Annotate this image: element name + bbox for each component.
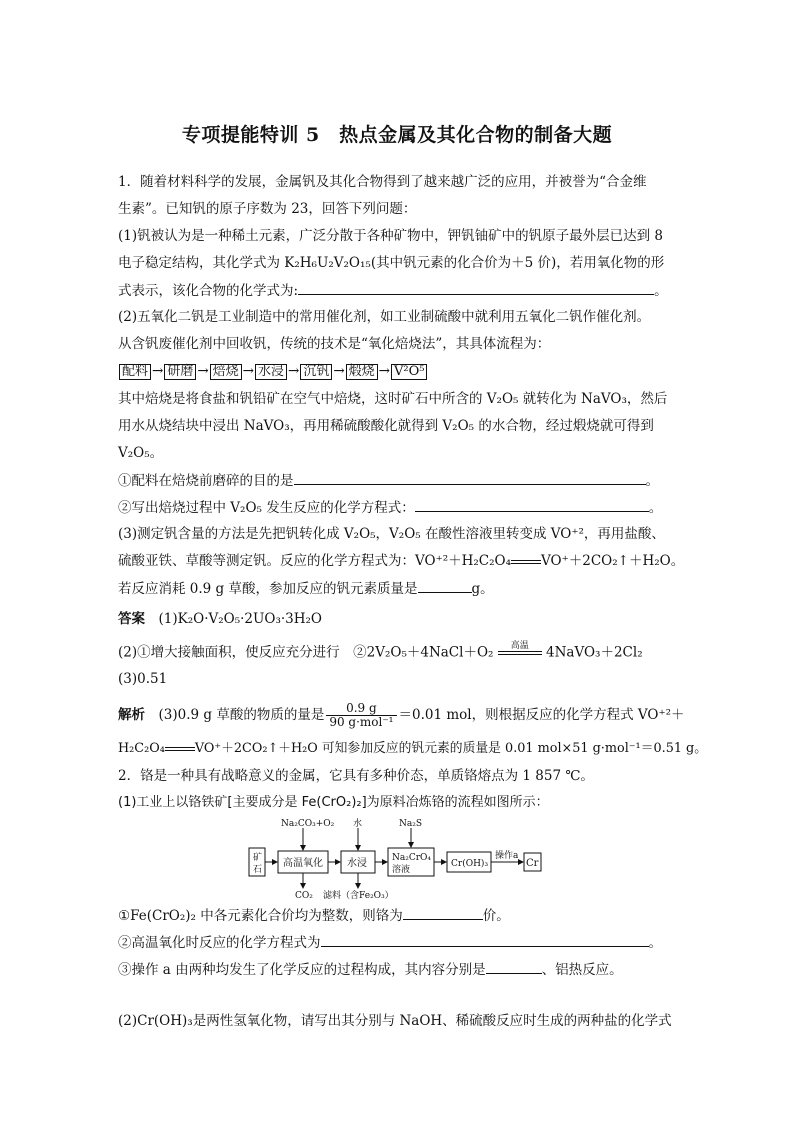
q1-line-14-lhs: 硫酸亚铁、草酸等测定钒。反应的化学方程式为：VO⁺²＋H₂C₂O₄	[118, 553, 512, 569]
q1-line-7: 从含钒废催化剂中回收钒，传统的技术是“氧化焙烧法”，其具体流程为：	[118, 336, 551, 352]
q2-sub-3	[118, 960, 688, 979]
answer-blank[interactable]	[321, 933, 649, 947]
q2-sub-2	[118, 933, 688, 952]
arrow-right-icon: →	[152, 363, 164, 379]
flow-step: 焙烧	[210, 364, 242, 380]
answer-blank[interactable]	[418, 579, 472, 593]
ore-label-1: 矿	[253, 853, 263, 863]
q1-line-11	[118, 471, 688, 490]
answer-2-lhs: (2)①增大接触面积，使反应充分进行 ②2V₂O₅＋4NaCl＋O₂	[118, 644, 494, 661]
q1-line-13: (3)测定钒含量的方法是先把钒转化成 V₂O₅，V₂O₅ 在酸性溶液里转变成 VO⁺²，再用盐酸、	[118, 526, 665, 542]
explanation-text: H₂C₂O₄	[118, 741, 165, 756]
q1-line-5-end: 。	[654, 283, 668, 299]
q1-line-15-end: g。	[471, 581, 494, 597]
equals-sign-icon	[511, 560, 541, 564]
equals-sign-icon	[165, 747, 195, 751]
q1-line-1: 1．随着材料科学的发展，金属钒及其化合物得到了越来越广泛的应用，并被誉为“合金维	[118, 174, 647, 190]
ore-label-2: 石	[253, 865, 263, 875]
q1-line-12-text: ②写出焙烧过程中 V₂O₅ 发生反应的化学方程式：	[118, 500, 415, 516]
answer-blank[interactable]	[415, 498, 649, 512]
q1-line-5-text: 式表示，该化合物的化学式为:	[118, 283, 299, 299]
q2-sub-3-text: ③操作 a 由两种均发生了化学反应的过程构成，其内容分别是	[118, 962, 486, 978]
chromium-label: Cr	[526, 858, 539, 869]
answer-blank[interactable]	[403, 906, 483, 920]
leach-label: 水浸	[347, 858, 367, 869]
q1-line-15-text: 若反应消耗 0.9 g 草酸，参加反应的钒元素质量是	[118, 581, 418, 597]
output-label-2: 滤料（含Fe₂O₃）	[323, 891, 394, 901]
q2-sub-2-end: 。	[648, 935, 662, 951]
q1-line-6: (2)五氧化二钒是工业制造中的常用催化剂，如工业制硫酸中就利用五氧化二钒作催化剂。	[118, 309, 651, 325]
answer-blank[interactable]	[294, 471, 646, 485]
q1-line-15	[118, 579, 688, 598]
flow-step: 煅烧	[346, 364, 378, 380]
q1-line-11-end: 。	[645, 473, 659, 489]
q2-sub-4: (2)Cr(OH)₃是两性氢氧化物，请写出其分别与 NaOH、稀硫酸反应时生成的两种盐的化学式	[118, 1013, 672, 1029]
flow-process	[118, 362, 688, 380]
arrow-right-icon: →	[242, 363, 254, 379]
q2-sub-2-text: ②高温氧化时反应的化学方程式为	[118, 935, 321, 951]
oxidation-label: 高温氧化	[283, 858, 323, 869]
input-label-2: 水	[353, 819, 363, 829]
explanation-line-2	[118, 740, 708, 758]
q1-line-4: 电子稳定结构，其化学式为 K₂H₆U₂V₂O₁₅(其中钒元素的化合价为＋5 价)，若用氧化物的形	[118, 255, 665, 271]
input-label-1: Na₂CO₃+O₂	[281, 819, 335, 829]
input-label-3: Na₂S	[399, 819, 423, 829]
q2-sub-1-end: 价。	[482, 908, 510, 924]
q1-line-8: 其中焙烧是将食盐和钒铅矿在空气中焙烧，这时矿石中所含的 V₂O₅ 就转化为 NaVO₃，然后	[118, 391, 668, 407]
q1-line-3: (1)钒被认为是一种稀土元素，广泛分散于各种矿物中，钾钒铀矿中的钒原子最外层已达到 8	[118, 228, 664, 244]
arrow-right-icon: →	[288, 363, 300, 379]
q1-line-14-rhs: VO⁺＋2CO₂↑＋H₂O。	[541, 553, 685, 569]
q1-line-10: V₂O₅。	[118, 445, 164, 461]
q2-line-2: (1)工业上以铬铁矿[主要成分是 Fe(CrO₂)₂]为原料冶炼铬的流程如图所示：	[118, 795, 549, 810]
explanation-line-1	[118, 702, 688, 729]
q1-line-12-end: 。	[648, 500, 663, 516]
answer-line-3: (3)0.51	[118, 671, 168, 687]
hydroxide-label: Cr(OH)₃	[451, 859, 489, 869]
answer-line-1	[118, 610, 688, 628]
page-title: 专项提能特训 5 热点金属及其化合物的制备大题	[181, 124, 613, 146]
q2-sub-1-text: ①Fe(CrO₂)₂ 中各元素化合价均为整数，则铬为	[118, 908, 403, 924]
q2-sub-1	[118, 906, 688, 925]
fraction-numerator: 0.9 g	[326, 702, 396, 716]
reaction-condition	[498, 641, 542, 665]
answer-line-2	[118, 641, 688, 665]
explanation-text: VO⁺＋2CO₂↑＋H₂O 可知参加反应的钒元素的质量是 0.01 mol×51 g·mol⁻¹＝0.51 g。	[194, 741, 708, 756]
q1-line-2: 生素”。已知钒的原子序数为 23，回答下列问题：	[118, 201, 417, 217]
q1-line-5	[118, 281, 688, 300]
arrow-right-icon: →	[333, 363, 345, 379]
chromate-label-2: 溶液	[392, 865, 411, 875]
q1-line-9: 用水从烧结块中浸出 NaVO₃，再用稀硫酸酸化就得到 V₂O₅ 的水合物，经过煅烧就可得到	[118, 418, 654, 434]
explanation-text: ＝0.01 mol，则根据反应的化学方程式 VO⁺²＋	[398, 707, 685, 723]
answer-blank[interactable]	[486, 960, 542, 974]
chromate-label-1: Na₂CrO₄	[392, 853, 432, 863]
answer-2-rhs: 4NaVO₃＋2Cl₂	[546, 644, 643, 661]
operation-label: 操作a	[495, 851, 519, 861]
arrow-right-icon: →	[197, 363, 209, 379]
q2-sub-3-end: 、铝热反应。	[541, 962, 623, 978]
answer-label: 答案	[118, 611, 145, 627]
arrow-right-icon: →	[378, 363, 390, 379]
fraction-denominator: 90 g·mol⁻¹	[329, 715, 394, 729]
condition-text: 高温	[510, 641, 529, 651]
flow-step: 配料	[119, 364, 151, 380]
flow-step: 水浸	[255, 364, 287, 380]
explanation-text: (3)0.9 g 草酸的物质的量是	[158, 707, 325, 723]
flow-step: V²O⁵	[391, 364, 427, 380]
q1-line-14	[118, 552, 688, 570]
flow-step: 研磨	[164, 364, 196, 380]
output-label-1: CO₂	[295, 891, 313, 901]
q1-line-11-text: ①配料在焙烧前磨碎的目的是	[118, 473, 294, 489]
q1-line-12	[118, 498, 688, 517]
flow-step: 沉钒	[300, 364, 332, 380]
q2-line-1: 2．铬是一种具有战略意义的金属，它具有多种价态，单质铬熔点为 1 857 ℃。	[118, 768, 594, 784]
fraction	[326, 702, 396, 729]
answer-blank[interactable]	[298, 281, 654, 295]
explanation-label: 解析	[118, 707, 145, 723]
answer-1: (1)K₂O·V₂O₅·2UO₃·3H₂O	[158, 611, 322, 627]
